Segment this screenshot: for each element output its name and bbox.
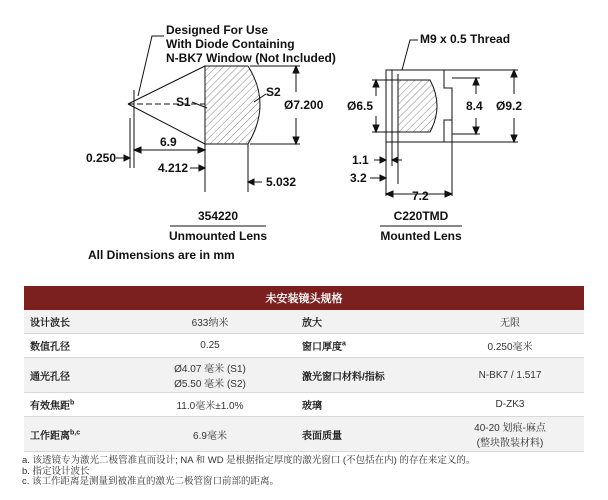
spec-key: 有效焦距$^b$ [24,393,124,417]
spec-key: 玻璃 [296,393,436,417]
spec-key: 设计波长 [24,310,124,334]
mounted-lens-drawing [370,40,518,226]
dim-1-1: 1.1 [352,153,369,167]
footnote-a: a. 该透镜专为激光二极管准直而设计; NA 和 WD 是根据指定厚度的激光窗口 (不包括在内) 的存在来定义的。 [22,455,476,466]
note-line-1: Designed For Use [166,23,269,37]
dim-diameter-unmounted: Ø7.200 [284,98,324,112]
dim-6-9: 6.9 [160,135,177,149]
spec-value: 0.250毫米 [436,334,584,358]
footnote-mark: b [70,399,75,407]
dim-diameter-9-2: Ø9.2 [496,99,523,113]
table-row [24,310,584,334]
spec-key: 通光孔径 [24,358,124,393]
spec-value: 无限 [436,310,584,334]
spec-value: 0.25 [124,334,296,358]
caption-unmounted: Unmounted Lens [169,229,267,243]
footnote-mark: a [342,340,346,348]
label-s1: S1 [176,95,191,109]
dim-3-2: 3.2 [350,171,367,185]
spec-value: N-BK7 / 1.517 [436,358,584,393]
label-s2: S2 [266,85,281,99]
dim-8-4: 8.4 [466,99,483,113]
footnote-c: c. 该工作距离是测量到被准直的激光二极管窗口前部的距离。 [22,476,280,487]
part-number-unmounted: 354220 [197,209,239,223]
spec-value: 633纳米 [124,310,296,334]
spec-key: 表面质量 [296,417,436,452]
footnotes [22,456,602,488]
table-row [24,358,584,393]
caption-mounted: Mounted Lens [380,229,462,243]
dim-0-250: 0.250 [86,151,117,165]
spec-key: 激光窗口材料/指标 [296,358,436,393]
spec-value: D-ZK3 [436,393,584,417]
spec-value: 6.9毫米 [124,417,296,452]
table-row [24,393,584,417]
spec-key: 放大 [296,310,436,334]
spec-key: 工作距离$^{b,c}$ [24,417,124,452]
spec-key: 窗口厚度$^a$ [296,334,436,358]
note-line-3: N-BK7 Window (Not Included) [166,51,336,65]
dim-7-2: 7.2 [412,189,429,203]
table-row [24,417,584,452]
spec-value: 11.0毫米±1.0% [124,393,296,417]
footnote-b: b. 指定设计波长 [22,465,90,477]
dim-diameter-6-5: Ø6.5 [347,99,374,113]
spec-table [24,286,584,452]
spec-key: 数值孔径 [24,334,124,358]
spec-value: Ø4.07 毫米 (S1) Ø5.50 毫米 (S2) [124,358,296,393]
dimension-note: All Dimensions are in mm [88,248,235,262]
spec-table-title: 未安装镜头规格 [24,286,584,310]
spec-value: 40-20 划痕-麻点 (整块散装材料) [436,417,584,452]
dim-5-032: 5.032 [266,175,297,189]
note-line-2: With Diode Containing [166,37,295,51]
footnote-mark: b,c [70,429,81,437]
table-row [24,334,584,358]
thread-label: M9 x 0.5 Thread [420,32,511,46]
dim-4-212: 4.212 [158,161,189,175]
part-number-mounted: C220TMD [393,209,449,223]
